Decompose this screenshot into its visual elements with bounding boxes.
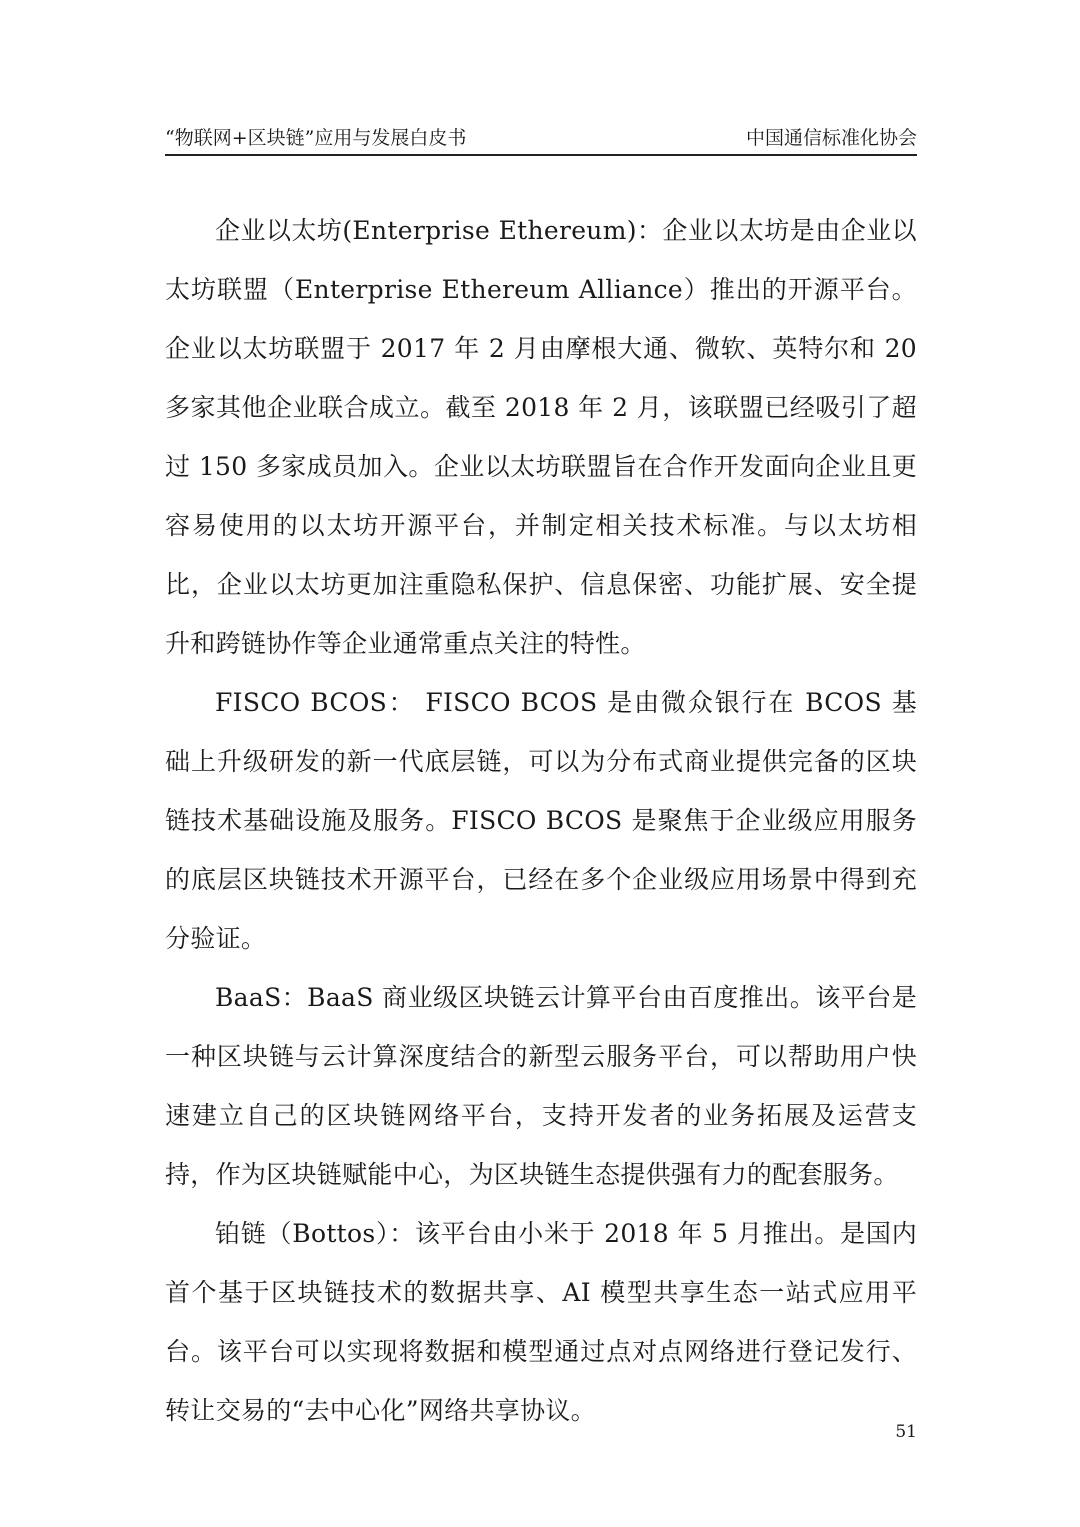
page-number: 51 — [895, 1422, 917, 1442]
page-header — [165, 122, 917, 156]
paragraph-enterprise-ethereum: 企业以太坊(Enterprise Ethereum)：企业以太坊是由企业以太坊联盟（Enterprise Ethereum Alliance）推出的开源平台。企业以太坊联盟于 2017 年 2 月由摩根大通、微软、英特尔和 20 多家其他企业联合成立。截至 2018 年 2 月，该联盟已经吸引了超过 150 多家成员加入。企业以太坊联盟旨在合作开发面向企业且更容易使用的以太坊开源平台，并制定相关技术标准。与以太坊相比，企业以太坊更加注重隐私保护、信息保密、功能扩展、安全提升和跨链协作等企业通常重点关注的特性。 — [165, 216, 917, 658]
organization-name: 中国通信标准化协会 — [745, 127, 917, 149]
paragraph-baas: BaaS：BaaS 商业级区块链云计算平台由百度推出。该平台是一种区块链与云计算深度结合的新型云服务平台，可以帮助用户快速建立自己的区块链网络平台，支持开发者的业务拓展及运营支持，作为区块链赋能中心，为区块链生态提供强有力的配套服务。 — [165, 983, 917, 1189]
document-body — [165, 201, 917, 1440]
document-title: “物联网+区块链”应用与发展白皮书 — [165, 127, 467, 149]
paragraph-bottos: 铂链（Bottos）：该平台由小米于 2018 年 5 月推出。是国内首个基于区块链技术的数据共享、AI 模型共享生态一站式应用平台。该平台可以实现将数据和模型通过点对点网络进行登记发行、转让交易的“去中心化”网络共享协议。 — [165, 1219, 917, 1425]
paragraph-fisco-bcos: FISCO BCOS： FISCO BCOS 是由微众银行在 BCOS 基础上升级研发的新一代底层链，可以为分布式商业提供完备的区块链技术基础设施及服务。FISCO BCOS 是聚焦于企业级应用服务的底层区块链技术开源平台，已经在多个企业级应用场景中得到充分验证。 — [165, 688, 917, 953]
